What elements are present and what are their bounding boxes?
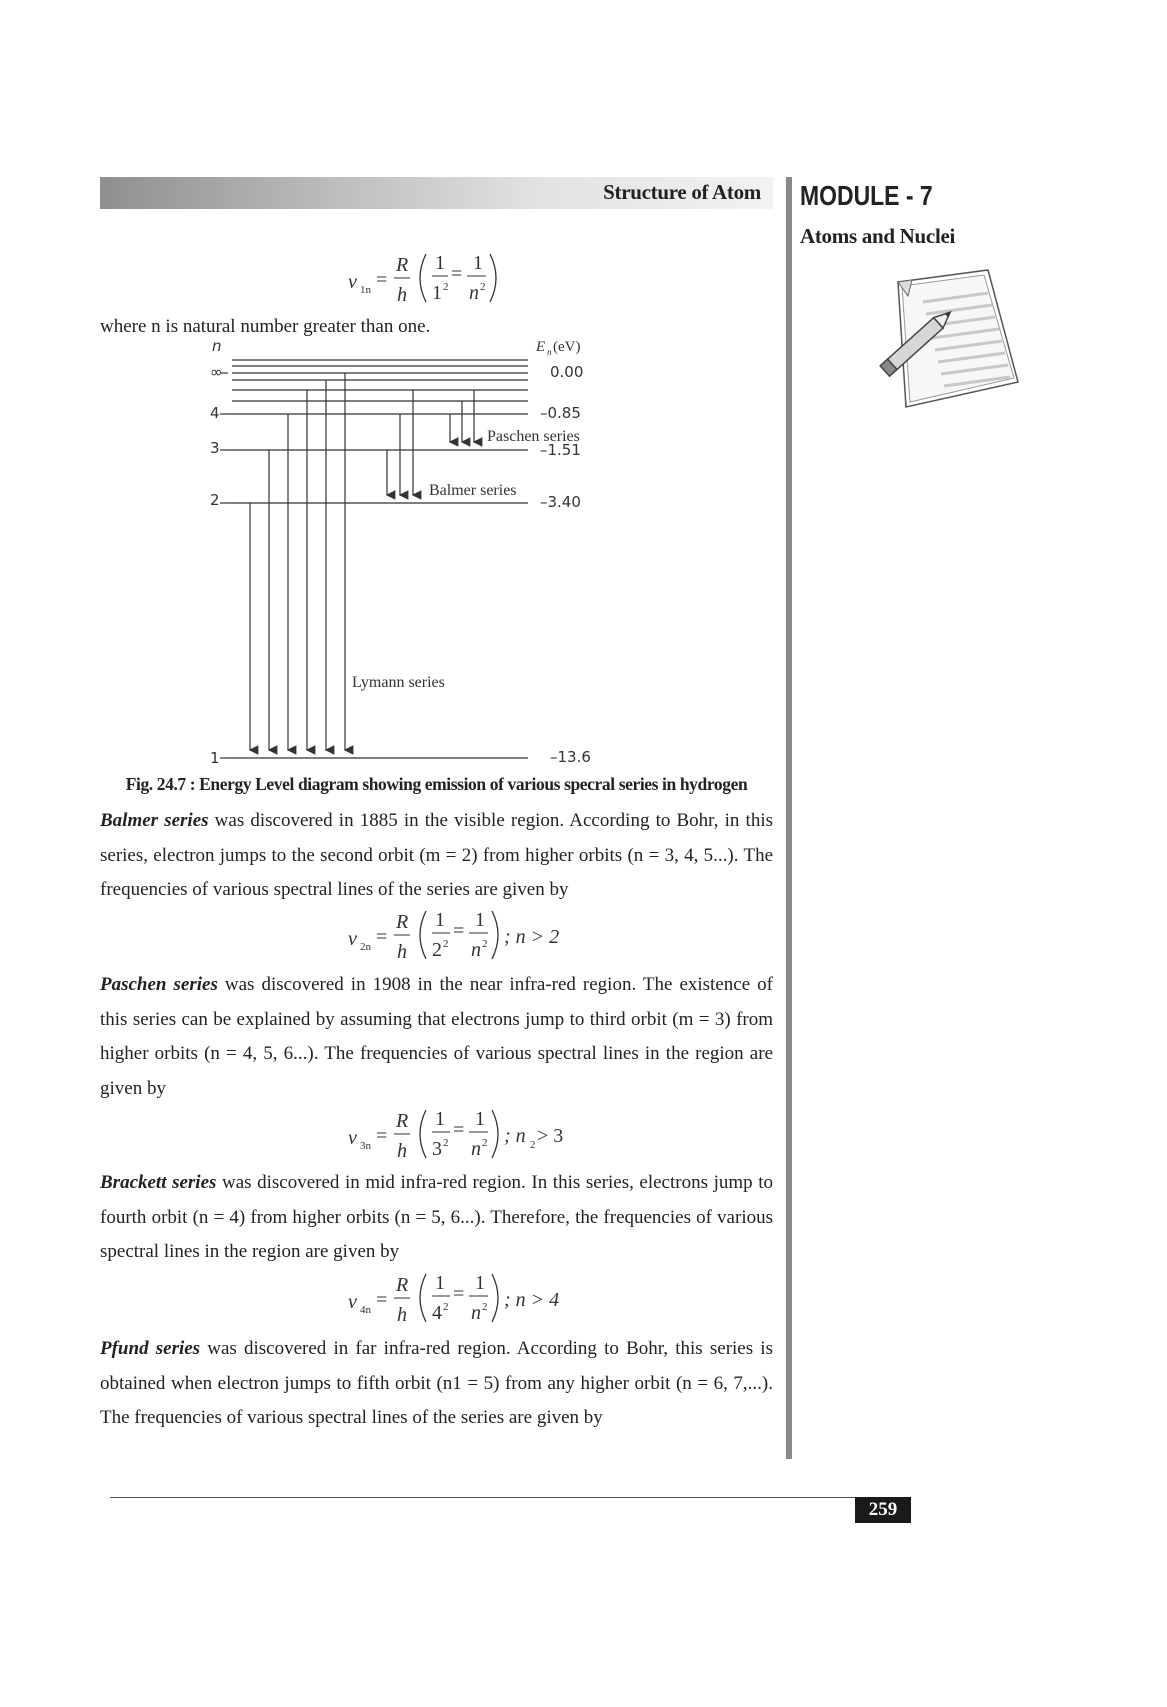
svg-text:n: n (471, 939, 481, 961)
svg-text:=: = (451, 263, 463, 285)
energy-level-diagram (200, 338, 620, 763)
svg-text:3n: 3n (360, 1140, 371, 1152)
balmer-term: Balmer series (100, 810, 209, 831)
svg-text:; n > 2: ; n > 2 (504, 926, 560, 948)
svg-text:=: = (376, 1125, 388, 1147)
svg-text:1: 1 (475, 909, 485, 931)
sidebar-divider (786, 177, 792, 1459)
svg-text:R: R (396, 254, 409, 276)
brackett-paragraph: Brackett series was discovered in mid infra-red region. In this series, electrons jump to fourth orbit (n = 4) from higher orbits (n = 5, 6...). Therefore, the frequencies of various spectral lines in the region are given by (100, 1172, 773, 1262)
svg-text:=: = (453, 1119, 465, 1141)
svg-text:2: 2 (530, 1139, 536, 1151)
paschen-equation (340, 1102, 580, 1164)
pfund-term: Pfund series (100, 1338, 201, 1359)
intro-note: where n is natural number greater than one. (100, 316, 431, 337)
energy-inf: 0.00 (550, 363, 584, 381)
svg-text:2: 2 (482, 938, 488, 950)
svg-text:2: 2 (480, 281, 486, 293)
page-number: 259 (855, 1497, 911, 1523)
svg-text:ν: ν (348, 928, 357, 950)
lyman-equation (340, 246, 510, 308)
level-n-4: 4 (210, 404, 220, 422)
balmer-paragraph: Balmer series was discovered in 1885 in the visible region. According to Bohr, in this series, electron jumps to the second orbit (m = 2) from higher orbits (n = 3, 4, 5...). The frequencies of various spectral lines of the series are given by (100, 810, 774, 900)
energy-axis-label: E (536, 339, 546, 355)
svg-text:2: 2 (482, 1301, 488, 1313)
svg-text:h: h (397, 1304, 407, 1326)
balmer-equation (340, 903, 580, 965)
level-n-2: 2 (210, 491, 220, 509)
footer-rule (110, 1497, 910, 1498)
svg-text:=: = (453, 1283, 465, 1305)
svg-text:2: 2 (482, 1137, 488, 1149)
svg-text:1: 1 (435, 1108, 445, 1130)
svg-text:4: 4 (432, 1302, 442, 1324)
svg-text:2n: 2n (360, 941, 371, 953)
svg-text:3: 3 (432, 1138, 442, 1160)
energy-3: –1.51 (540, 441, 581, 459)
svg-text:2: 2 (443, 1301, 449, 1313)
brackett-term: Brackett series (100, 1172, 217, 1193)
svg-text:1: 1 (475, 1272, 485, 1294)
svg-text:h: h (397, 1140, 407, 1162)
svg-text:ν: ν (348, 271, 357, 293)
unit-label: Atoms and Nuclei (800, 224, 956, 248)
svg-text:1: 1 (475, 1108, 485, 1130)
svg-text:1: 1 (435, 909, 445, 931)
svg-text:1: 1 (432, 282, 442, 304)
svg-text:2: 2 (443, 938, 449, 950)
header-bar (100, 177, 773, 209)
svg-text:1: 1 (435, 1272, 445, 1294)
level-n-1: 1 (210, 749, 220, 763)
level-n-inf: ∞ (210, 363, 223, 381)
svg-text:4n: 4n (360, 1304, 371, 1316)
paschen-paragraph: Paschen series was discovered in 1908 in the near infra-red region. The existence of this series can be explained by assuming that electrons jump to third orbit (m = 3) from higher orbits (n = 4, 5, 6...). The frequencies of various spectral lines in the region are given by (100, 974, 773, 1099)
energy-1: –13.6 (550, 748, 591, 763)
svg-text:> 3: > 3 (537, 1125, 564, 1147)
svg-text:R: R (396, 911, 409, 933)
balmer-series-label: Balmer series (429, 482, 517, 499)
svg-text:R: R (396, 1274, 409, 1296)
svg-text:n: n (469, 282, 479, 304)
module-label: MODULE - 7 (800, 180, 933, 211)
chapter-title: Structure of Atom (603, 180, 761, 204)
n-axis-label: n (212, 338, 222, 355)
energy-4: –0.85 (540, 404, 581, 422)
svg-text:; n: ; n (504, 1125, 526, 1147)
svg-text:; n > 4: ; n > 4 (504, 1289, 560, 1311)
svg-text:=: = (453, 920, 465, 942)
svg-text:ν: ν (348, 1127, 357, 1149)
svg-text:2: 2 (443, 281, 449, 293)
paschen-term: Paschen series (100, 974, 218, 995)
svg-text:1: 1 (435, 252, 445, 274)
svg-text:=: = (376, 926, 388, 948)
svg-text:n: n (547, 347, 552, 357)
svg-text:=: = (376, 269, 388, 291)
lyman-series-label: Lymann series (352, 674, 445, 691)
svg-text:2: 2 (443, 1137, 449, 1149)
svg-text:1: 1 (473, 252, 483, 274)
svg-text:=: = (376, 1289, 388, 1311)
pfund-paragraph: Pfund series was discovered in far infra-red region. According to Bohr, this series is obtained when electron jumps to fifth orbit (n1 = 5) from any higher orbit (n = 6, 7,...). The frequencies of various spectral lines of the series are given by (100, 1338, 773, 1428)
paschen-series-label: Paschen series (487, 428, 580, 445)
svg-text:1n: 1n (360, 284, 371, 296)
svg-text:h: h (397, 284, 407, 306)
svg-text:R: R (396, 1110, 409, 1132)
svg-text:n: n (471, 1302, 481, 1324)
energy-2: –3.40 (540, 493, 581, 511)
svg-text:h: h (397, 941, 407, 963)
figure-caption: Fig. 24.7 : Energy Level diagram showing emission of various specral series in hydrogen (125, 774, 748, 794)
svg-text:(eV): (eV) (553, 339, 581, 355)
level-n-3: 3 (210, 439, 220, 457)
svg-text:ν: ν (348, 1291, 357, 1313)
svg-text:n: n (471, 1138, 481, 1160)
svg-text:2: 2 (432, 939, 442, 961)
brackett-equation (340, 1266, 580, 1328)
notes-pencil-icon (868, 262, 1024, 418)
